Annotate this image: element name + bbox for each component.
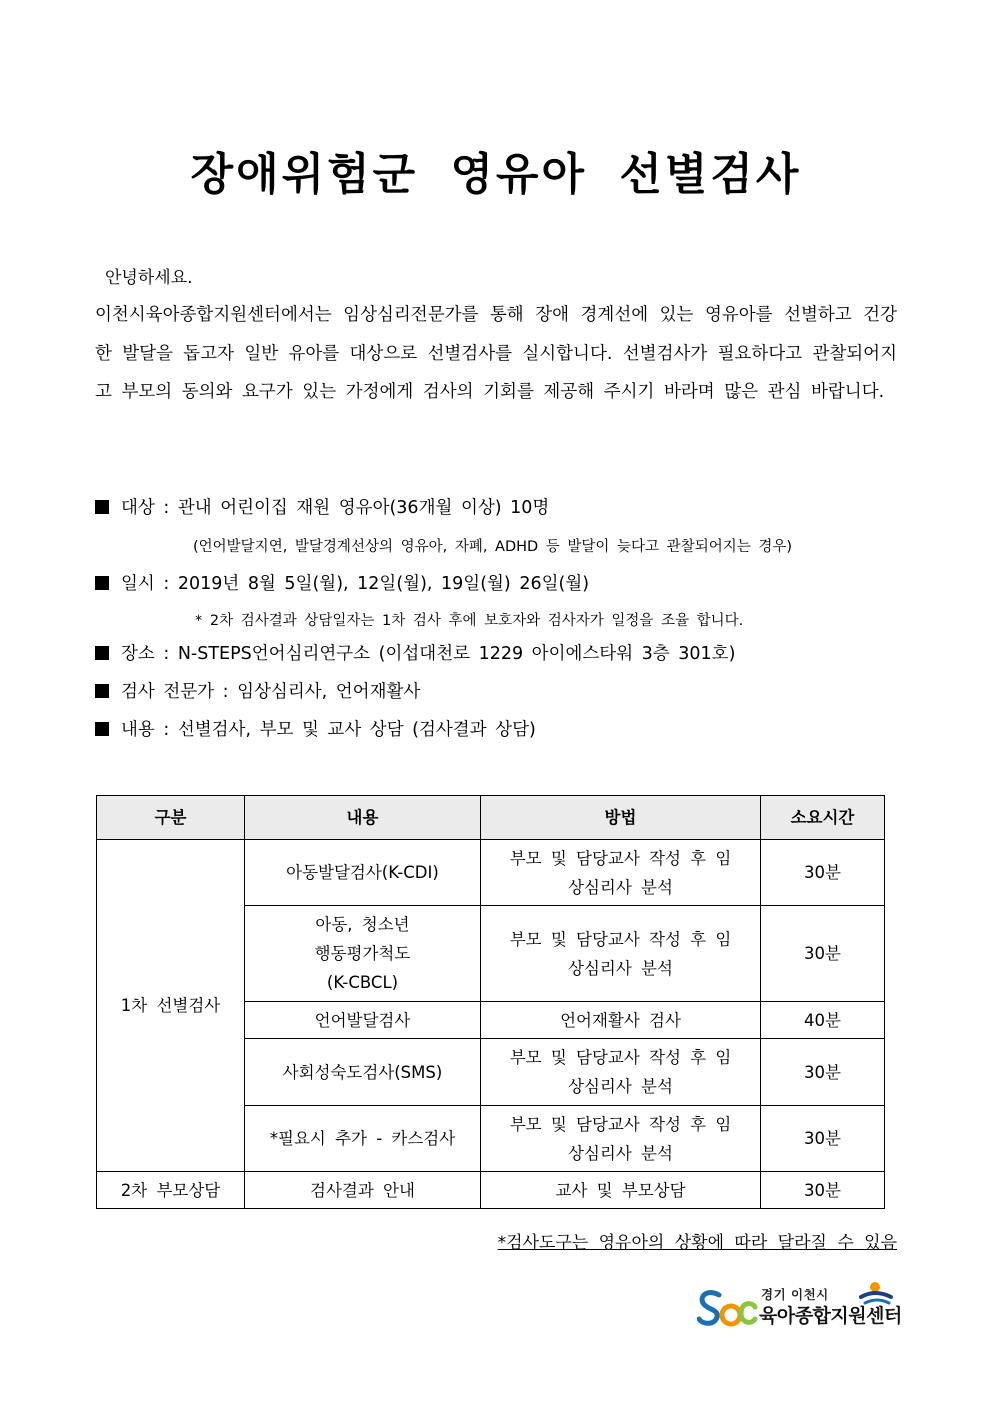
page-title: 장애위험군 영유아 선별검사 [190,149,802,200]
item-place [95,640,735,665]
table-row [97,1172,885,1209]
footnote: *검사도구는 영유아의 상황에 따라 달라질 수 있음 [497,1233,897,1253]
header-duration: 소요시간 [761,796,885,840]
row-time: 40분 [761,1002,885,1039]
row-method: 부모 및 담당교사 작성 후 임상심리사 분석 [481,1039,761,1106]
item-place-text: 장소 : N-STEPS언어심리연구소 (이섭대천로 1229 아이에스타워 3층 301호) [121,644,736,664]
square-bullet-icon [95,722,109,736]
row-method: 부모 및 담당교사 작성 후 임상심리사 분석 [481,840,761,906]
center-logo [697,1283,902,1333]
table-header-row [97,796,885,840]
row-method: 부모 및 담당교사 작성 후 임상심리사 분석 [481,1106,761,1172]
logo-center-name: 육아종합지원센터 [759,1305,902,1327]
item-target-note: (언어발달지연, 발달경계선상의 영유아, 자폐, ADHD 등 발달이 늦다고 관찰되어지는 경우) [193,539,793,555]
group-parent-counseling: 2차 부모상담 [97,1172,245,1209]
square-bullet-icon [95,684,109,698]
header-category: 구분 [97,796,245,840]
item-date-text: 일시 : 2019년 8월 5일(월), 12일(월), 19일(월) 26일(월) [121,574,590,594]
row-time: 30분 [761,906,885,1002]
item-content-text: 내용 : 선별검사, 부모 및 교사 상담 (검사결과 상담) [121,720,536,740]
square-bullet-icon [95,576,109,590]
row-content: 사회성숙도검사(SMS) [245,1039,481,1106]
item-experts [95,678,420,703]
item-date-note: * 2차 검사결과 상담일자는 1차 검사 후에 보호자와 검사자가 일정을 조율 합니다. [195,613,744,629]
greeting: 안녕하세요. [105,268,193,288]
table-row [97,840,885,906]
group-first-screening: 1차 선별검사 [97,840,245,1172]
row-method: 부모 및 담당교사 작성 후 임상심리사 분석 [481,906,761,1002]
row-method: 언어재활사 검사 [481,1002,761,1039]
row-time: 30분 [761,1106,885,1172]
header-method: 방법 [481,796,761,840]
row-content: *필요시 추가 - 카스검사 [245,1106,481,1172]
logo-region-text: 경기 이천시 [761,1287,829,1302]
square-bullet-icon [95,646,109,660]
row-content: 아동, 청소년 행동평가척도 (K-CBCL) [245,906,481,1002]
item-date [95,570,589,595]
item-content [95,716,536,741]
intro-paragraph: 이천시육아종합지원센터에서는 임상심리전문가를 통해 장애 경계선에 있는 영유아를 선별하고 건강한 발달을 돕고자 일반 유아를 대상으로 선별검사를 실시합니다. 선별검사가 필요하다고 관찰되어지고 부모의 동의와 요구가 있는 가정에게 검사의 기회를 제공해 주시기 바라며 많은 관심 바랍니다. [95,305,897,402]
row-time: 30분 [761,1039,885,1106]
schedule-table [96,795,885,1209]
row-content: 언어발달검사 [245,1002,481,1039]
header-content: 내용 [245,796,481,840]
item-target [95,494,549,519]
row-time: 30분 [761,840,885,906]
row-method: 교사 및 부모상담 [481,1172,761,1209]
row-content: 검사결과 안내 [245,1172,481,1209]
logo-mark-icon [697,1285,759,1333]
row-time: 30분 [761,1172,885,1209]
row-content: 아동발달검사(K-CDI) [245,840,481,906]
item-target-text: 대상 : 관내 어린이집 재원 영유아(36개월 이상) 10명 [121,498,550,518]
item-experts-text: 검사 전문가 : 임상심리사, 언어재활사 [121,682,421,702]
square-bullet-icon [95,500,109,514]
